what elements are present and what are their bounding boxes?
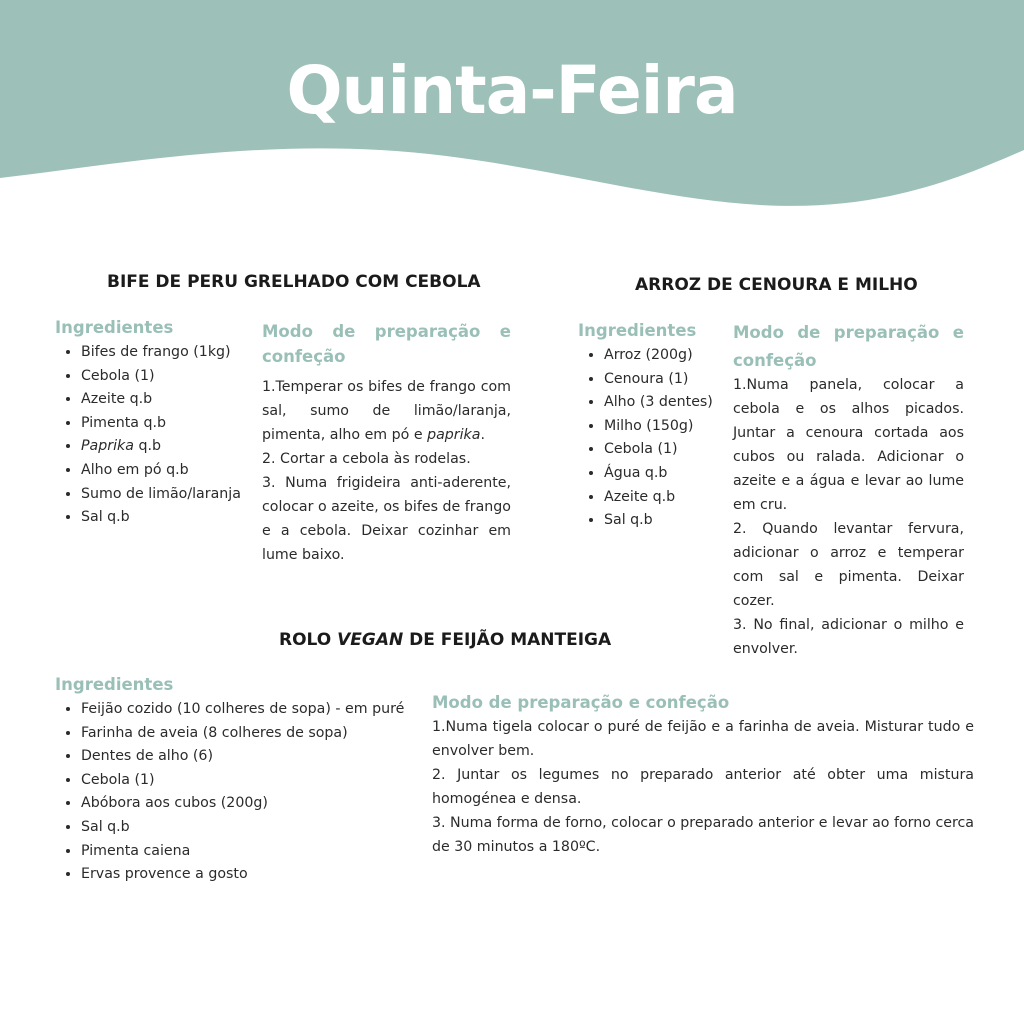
list-item: • Azeite q.b (604, 486, 713, 510)
ingredients-list-arroz (578, 344, 713, 533)
recipe-title-bife: BIFE DE PERU GRELHADO COM CEBOLA (107, 272, 481, 292)
list-item: • Cebola (1) (81, 769, 404, 793)
prep-heading-bife: Modo de preparação e confeção (262, 322, 511, 366)
step-text: 1.Numa tigela colocar o puré de feijão e a farinha de aveia. Misturar tudo e envolver bem. (432, 719, 974, 759)
step-text: 1.Temperar os bifes de frango com sal, sumo de limão/laranja, pimenta, alho em pó e paprika. (262, 379, 511, 443)
step-text: 1.Numa panela, colocar a cebola e os alhos picados. Juntar a cenoura cortada aos cubos ou ralada. Adicionar o azeite e a água e levar ao lume em cru. (733, 377, 964, 513)
step-text: 3. Numa frigideira anti-aderente, colocar o azeite, os bifes de frango e a cebola. Deixar cozinhar em lume baixo. (262, 475, 511, 563)
prep-steps-rolo (432, 715, 974, 859)
prep-heading-rolo: Modo de preparação e confeção (432, 693, 730, 712)
list-item: • Alho (3 dentes) (604, 391, 713, 415)
list-item: • Bifes de frango (1kg) (81, 341, 241, 365)
list-item: • Sal q.b (81, 506, 241, 530)
list-item: • Pimenta caiena (81, 840, 404, 864)
ingredients-heading-bife: Ingredientes (55, 318, 174, 337)
prep-steps-bife (262, 375, 511, 567)
list-item: • Ervas provence a gosto (81, 863, 404, 887)
list-item: • Abóbora aos cubos (200g) (81, 792, 404, 816)
ingredients-heading-rolo: Ingredientes (55, 675, 174, 694)
step-text: 2. Cortar a cebola às rodelas. (262, 451, 471, 467)
step-text: 3. Numa forma de forno, colocar o preparado anterior e levar ao forno cerca de 30 minutos a 180ºC. (432, 815, 974, 855)
list-item: • Milho (150g) (604, 415, 713, 439)
list-item: • Água q.b (604, 462, 713, 486)
list-item: • Paprika q.b (81, 435, 241, 459)
ingredients-list-bife (55, 341, 241, 530)
list-item: • Cenoura (1) (604, 368, 713, 392)
list-item: • Pimenta q.b (81, 412, 241, 436)
list-item: • Sumo de limão/laranja (81, 483, 241, 507)
step-text: 3. No final, adicionar o milho e envolver. (733, 617, 964, 657)
prep-heading-arroz: Modo de preparação e confeção (733, 323, 964, 370)
list-item: • Sal q.b (604, 509, 713, 533)
header-banner (0, 0, 1024, 215)
ingredients-list-rolo (55, 698, 404, 887)
recipe-title-arroz: ARROZ DE CENOURA E MILHO (635, 275, 918, 295)
list-item: • Cebola (1) (81, 365, 241, 389)
recipe-title-rolo: ROLO VEGAN DE FEIJÃO MANTEIGA (279, 630, 612, 650)
list-item: • Alho em pó q.b (81, 459, 241, 483)
list-item: • Dentes de alho (6) (81, 745, 404, 769)
ingredients-heading-arroz: Ingredientes (578, 321, 697, 340)
list-item: • Sal q.b (81, 816, 404, 840)
list-item: • Farinha de aveia (8 colheres de sopa) (81, 722, 404, 746)
step-text: 2. Quando levantar fervura, adicionar o arroz e temperar com sal e pimenta. Deixar cozer. (733, 521, 964, 609)
list-item: • Arroz (200g) (604, 344, 713, 368)
prep-steps-arroz (733, 373, 964, 661)
list-item: • Azeite q.b (81, 388, 241, 412)
list-item: • Feijão cozido (10 colheres de sopa) - em puré (81, 698, 404, 722)
list-item: • Cebola (1) (604, 438, 713, 462)
step-text: 2. Juntar os legumes no preparado anterior até obter uma mistura homogénea e densa. (432, 767, 974, 807)
page-title: Quinta-Feira (286, 52, 738, 129)
